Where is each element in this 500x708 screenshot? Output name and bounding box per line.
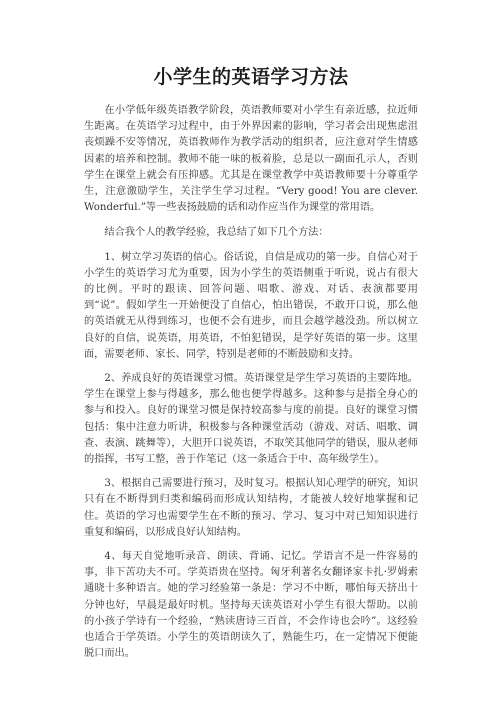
paragraph-method-3: 3、根据自己需要进行预习，及时复习。根据认知心理学的研究，知识只有在不断得到归类和编码而形成认知结构，才能被人较好地掌握和记住。英语的学习也需要学生在不断的预习、学习、复习中对已知知识进行重复和编码，以形成良好认知结构。 (84, 478, 418, 538)
paragraph-method-4: 4、每天自觉地听录音、朗读、背诵、记忆。学语言不是一件容易的事，非下苦功夫不可。学英语贵在坚持。匈牙利著名女翻译家卡扎·罗姆索通晓十多种语言。她的学习经验第一条是：学习不中断，哪怕每天挤出十分钟也好，早晨是最好时机。坚持每天读英语对小学生有很大帮助。以前的小孩子学诗有一个经验，“熟读唐诗三百首，不会作诗也会吟”。这经验也适合于学英语。小学生的英语朗读久了，熟能生巧，在一定情况下便能脱口而出。 (84, 551, 418, 660)
paragraph-method-2: 2、养成良好的英语课堂习惯。英语课堂是学生学习英语的主要阵地。学生在课堂上参与得越多，那么他也便学得越多。这种参与是指全身心的参与和投入。良好的课堂习惯是保持较高参与度的前提。良好的课堂习惯包括：集中注意力听讲，积极参与各种课堂活动（游戏、对话、唱歌、调查、表演、跳舞等），大胆开口说英语，不取笑其他同学的错误，服从老师的指挥，书写工整，善于作笔记（这一条适合于中、高年级学生）。 (84, 373, 418, 466)
paragraph-summary: 结合我个人的教学经验，我总结了如下几个方法： (104, 227, 329, 239)
document-title: 小学生的英语学习方法 (153, 66, 349, 88)
paragraph-method-1: 1、树立学习英语的信心。俗话说，自信是成功的第一步。自信心对于小学生的英语学习尤为重要，因为小学生的英语侧重于听说，说占有很大的比例。平时的跟读、回答问题、唱歌、游戏、对话、表演都要用到“说”。假如学生一开始便没了自信心，怕出错误，不敢开口说，那么他的英语就无从得到练习，也便不会有进步，而且会越学越没劲。所以树立良好的自信，说英语，用英语，不怕犯错误，是学好英语的第一步。这里面，需要老师、家长、同学，特别是老师的不断鼓励和支持。 (84, 251, 418, 360)
paragraph-intro: 在小学低年级英语教学阶段，英语教师要对小学生有亲近感，拉近师生距离。在英语学习过程中，由于外界因素的影响，学习者会出现焦虑沮丧烦躁不安等情况，英语教师作为教学活动的组织者，应注意对学生情感因素的培养和控制。教师不能一味的板着脸，总是以一副面孔示人，否则学生在课堂上就会有压抑感。尤其是在课堂教学中英语教师要十分尊重学生，注意激励学生，关注学生学习过程。“Very good! You are clever. Wonderful.”等一些表扬鼓励的话和动作应当作为课堂的常用语。 (84, 105, 418, 214)
